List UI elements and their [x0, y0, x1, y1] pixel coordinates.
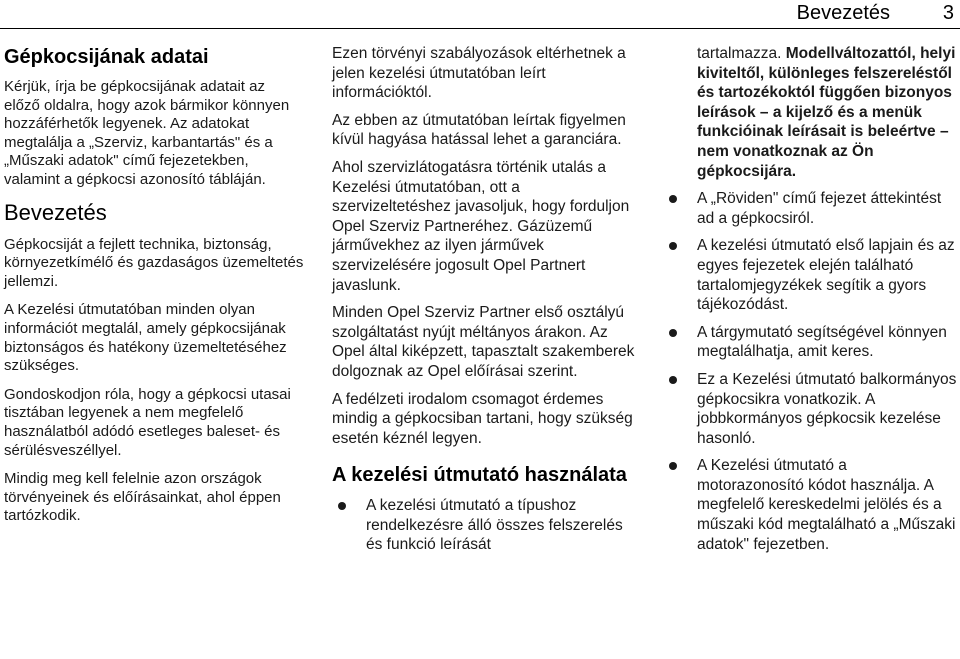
continued-bold-text: Modellváltozattól, helyi kiviteltől, különleges felszereléstől és tartozékoktól függően bizonyos leírások – a kijelző és a menük funkcióinak leírásait is beleértve – nem vonatkoznak az Ön gépkocsijára. — [697, 45, 956, 180]
list-item-text: A kezelési útmutató a típushoz rendelkezésre álló összes felszerelés és funkció leírását — [366, 497, 623, 554]
paragraph-intro-3: Gondoskodjon róla, hogy a gépkocsi utasai tisztában legyenek a nem megfelelő használatból adódó esetleges baleset- és sérülésveszéllyel. — [4, 385, 291, 459]
column-3 — [663, 44, 957, 562]
paragraph-vehicle-data: Kérjük, írja be gépkocsijának adatait az előző oldalra, hogy azok bármikor könnyen hozzáférhetők legyenek. Az adatokat megtalálja a „Szerviz, karbantartás" és a „Műszaki adatok" című fejezetekben, valamint a gépkocsi azonosító tábláján. — [4, 78, 290, 188]
paragraph-literature: A fedélzeti irodalom csomagot érdemes mindig a gépkocsiban tartani, hogy szükség esetén kéznél legyen. — [332, 390, 633, 447]
bullet-icon — [669, 195, 677, 203]
page-number: 3 — [942, 2, 954, 24]
bullet-list-col2 — [332, 496, 637, 555]
paragraph-intro-1: Gépkocsiját a fejlett technika, biztonság, környezetkímélő és gazdaságos üzemeltetés jellemzi. — [4, 235, 304, 290]
list-item — [332, 496, 637, 555]
list-item — [663, 323, 957, 362]
paragraph-partner: Minden Opel Szerviz Partner első osztályú szolgáltatást nyújt méltányos árakon. Az Opel által kiképzett, tapasztalt szakemberek dolgoznak az Opel előírásai szerint. — [332, 304, 635, 380]
list-item-text: A „Röviden" című fejezet áttekintést ad a gépkocsiról. — [697, 190, 942, 227]
page-header — [0, 0, 960, 30]
bullet-list-col3 — [663, 189, 957, 554]
header-title: Bevezetés — [796, 2, 890, 24]
paragraph-warranty: Az ebben az útmutatóban leírtak figyelmen kívül hagyása hatással lehet a garanciára. — [332, 111, 626, 149]
list-item — [663, 189, 957, 228]
list-item-text: A tárgymutató segítségével könnyen megtalálhatja, amit keres. — [697, 323, 947, 361]
heading-vehicle-data: Gépkocsijának adatai — [4, 46, 209, 68]
bullet-icon — [669, 376, 677, 384]
list-item — [663, 236, 957, 314]
list-item — [663, 456, 957, 554]
bullet-icon — [669, 462, 677, 470]
list-item — [663, 370, 957, 448]
heading-using-manual: A kezelési útmutató használata — [332, 464, 627, 487]
paragraph-intro-4: Mindig meg kell felelnie azon országok törvényeinek és előírásainkat, ahol éppen tartózkodik. — [4, 470, 281, 525]
continued-text: tartalmazza. — [697, 45, 782, 62]
column-1 — [4, 44, 304, 536]
list-item-text: A Kezelési útmutató a motorazonosító kódot használja. A megfelelő kereskedelmi jelölés és a műszaki kód megtalálható a „Műszaki adatok" fejezetben. — [697, 457, 956, 553]
header-rule — [0, 28, 960, 29]
column-2 — [332, 44, 637, 563]
paragraph-service: Ahol szervizlátogatásra történik utalás a Kezelési útmutatóban, ott a szervizeltetéshez javasoljuk, hogy forduljon Opel Szerviz Partneréhez. Gázüzemű járművekhez az ilyen járművek szervizelésére jogosult Opel Partnert javaslunk. — [332, 158, 630, 294]
bullet-icon — [669, 242, 677, 250]
heading-introduction: Bevezetés — [4, 199, 107, 225]
paragraph-continued — [663, 44, 957, 181]
bullet-icon — [338, 502, 346, 510]
bullet-icon — [669, 329, 677, 337]
paragraph-regulations: Ezen törvényi szabályozások eltérhetnek a jelen kezelési útmutatóban leírt információktól. — [332, 45, 626, 102]
list-item-text: A kezelési útmutató első lapjain és az egyes fejezetek elején található tartalomjegyzékek segítik a gyors tájékozódást. — [697, 237, 955, 314]
list-item-text: Ez a Kezelési útmutató balkormányos gépkocsikra vonatkozik. A jobbkormányos gépkocsik kezelése hasonló. — [697, 370, 957, 447]
paragraph-intro-2: A Kezelési útmutatóban minden olyan információt megtalál, amely gépkocsijának biztonságos és hatékony üzemeltetéséhez szükséges. — [4, 301, 287, 375]
